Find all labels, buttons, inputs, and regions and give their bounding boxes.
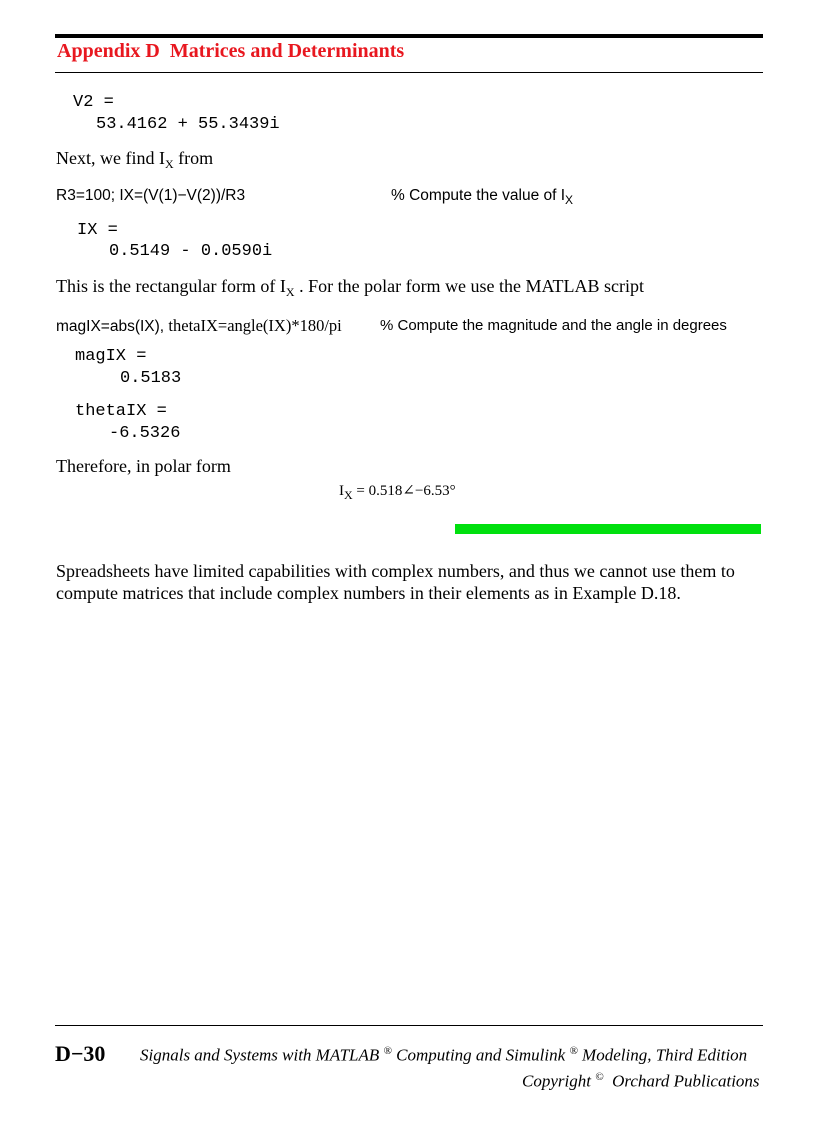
reg-mark-2: ® — [569, 1045, 578, 1057]
next-paragraph — [56, 148, 213, 172]
ix-label: IX = — [77, 221, 118, 240]
ix-value: 0.5149 - 0.0590i — [109, 242, 273, 261]
copyright-line — [522, 1071, 760, 1092]
magix-value: 0.5183 — [120, 369, 182, 388]
spreadsheet-line-2: compute matrices that include complex numbers in their elements as in Example D.18. — [56, 583, 681, 603]
rect-text: This is the rectangular form of I — [56, 276, 286, 296]
ix-comment — [391, 187, 573, 207]
next-tail: from — [173, 148, 214, 168]
eq-rhs: = 0.518∠−6.53° — [352, 483, 456, 499]
header-bottom-rule — [55, 72, 763, 73]
book-title — [140, 1045, 747, 1066]
v2-value: 53.4162 + 55.3439i — [96, 115, 280, 134]
copyright-b: Orchard Publications — [603, 1071, 760, 1091]
end-of-example-bar — [455, 524, 761, 534]
spreadsheet-line-1: Spreadsheets have limited capabilities with complex numbers, and thus we cannot use them to — [56, 561, 735, 581]
rect-paragraph — [56, 276, 644, 300]
mag-code: magIX=abs(IX), — [56, 318, 169, 335]
page-number: D−30 — [55, 1041, 106, 1066]
mag-comment: % Compute the magnitude and the angle in degrees — [380, 317, 727, 334]
mag-code-line — [56, 316, 342, 336]
book-title-b: Computing and Simulink — [391, 1045, 570, 1065]
ix-comment-sub: X — [565, 193, 574, 207]
copyright-a: Copyright — [522, 1071, 596, 1091]
v2-label: V2 = — [73, 93, 114, 112]
footer-rule — [55, 1025, 763, 1026]
magix-label: magIX = — [75, 347, 147, 366]
book-title-c: Modeling, Third Edition — [577, 1045, 748, 1065]
rect-tail: . For the polar form we use the MATLAB script — [294, 276, 645, 296]
next-text: Next, we find I — [56, 148, 165, 168]
ix-comment-text: % Compute the value of I — [391, 187, 566, 204]
polar-equation — [339, 481, 456, 503]
thetaix-value: -6.5326 — [109, 424, 181, 443]
header-title: Appendix D Matrices and Determinants — [57, 40, 405, 62]
thetaix-label: thetaIX = — [75, 402, 167, 421]
reg-mark-1: ® — [383, 1045, 392, 1057]
ix-code: R3=100; IX=(V(1)−V(2))/R3 — [56, 187, 246, 204]
book-title-a: Signals and Systems with MATLAB — [140, 1045, 384, 1065]
rect-sub: X — [285, 285, 295, 299]
eq-sub: X — [344, 488, 353, 502]
header-top-rule — [55, 34, 763, 38]
therefore-text: Therefore, in polar form — [56, 456, 231, 476]
eq-lhs: I — [339, 483, 344, 499]
copyright-symbol: © — [595, 1071, 604, 1083]
theta-code: thetaIX=angle(IX)*180/pi — [168, 316, 342, 335]
next-sub: X — [164, 157, 174, 171]
